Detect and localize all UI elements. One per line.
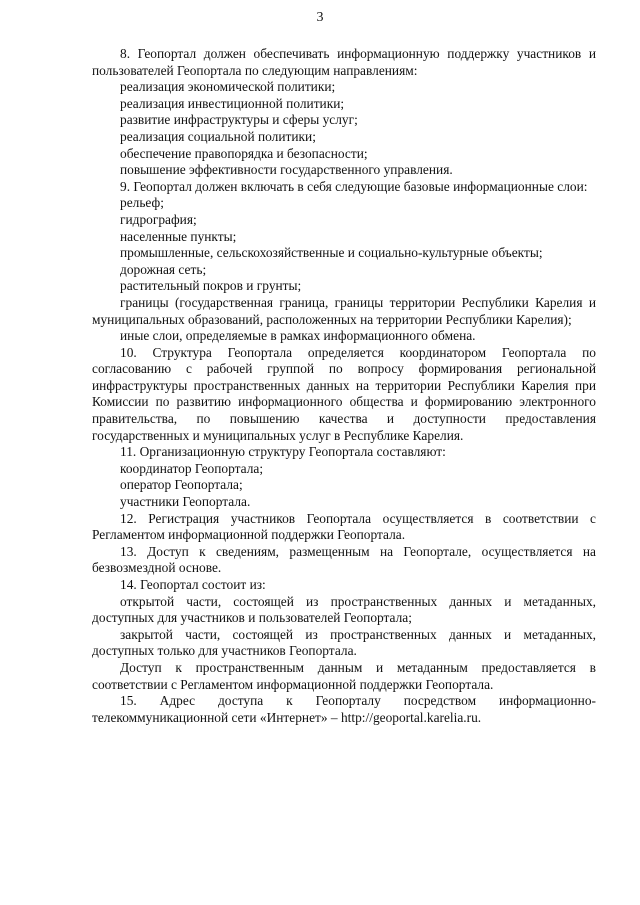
paragraph: 10. Структура Геопортала определяется координатором Геопортала по согласованию с рабочей группой по вопросу формирования региональной инфраструктуры пространственных данных на территории Республики Карелия при Комиссии по развитию информационного общества и формированию электронного правительства, по повышению качества и доступности предоставления государственных и муниципальных услуг в Республике Карелия.: [92, 344, 596, 443]
paragraph: Доступ к пространственным данным и метаданным предоставляется в соответствии с Регламентом информационной поддержки Геопортала.: [92, 659, 596, 692]
list-item: координатор Геопортала;: [120, 460, 264, 476]
list-item: населенные пункты;: [120, 228, 237, 244]
paragraph: открытой части, состоящей из пространственных данных и метаданных, доступных для участников и пользователей Геопортала;: [92, 593, 596, 626]
paragraph: 9. Геопортал должен включать в себя следующие базовые информационные слои:: [120, 178, 588, 194]
paragraph: границы (государственная граница, границы территории Республики Карелия и муниципальных образований, расположенных на территории Республики Карелия);: [92, 294, 596, 327]
list-item: участники Геопортала.: [120, 494, 251, 510]
list-item: реализация социальной политики;: [120, 128, 316, 144]
list-item: рельеф;: [120, 195, 164, 211]
list-item: реализация инвестиционной политики;: [120, 95, 345, 111]
list-item: дорожная сеть;: [120, 261, 207, 277]
list-item: развитие инфраструктуры и сферы услуг;: [120, 112, 358, 128]
paragraph: 12. Регистрация участников Геопортала осуществляется в соответствии с Регламентом информационной поддержки Геопортала.: [92, 510, 596, 543]
list-item: оператор Геопортала;: [120, 477, 243, 493]
list-item: иные слои, определяемые в рамках информационного обмена.: [120, 328, 476, 344]
page-number: 3: [316, 10, 324, 25]
list-item: растительный покров и грунты;: [120, 278, 302, 294]
list-item: промышленные, сельскохозяйственные и социально-культурные объекты;: [120, 245, 543, 261]
list-item: гидрография;: [120, 211, 197, 227]
paragraph: 13. Доступ к сведениям, размещенным на Геопортале, осуществляется на безвозмездной основе.: [92, 543, 596, 576]
paragraph: 15. Адрес доступа к Геопорталу посредством информационно-телекоммуникационной сети «Интернет» – http://geoportal.karelia.ru.: [92, 693, 596, 725]
list-item: обеспечение правопорядка и безопасности;: [120, 145, 368, 161]
list-item: повышение эффективности государственного управления.: [120, 162, 453, 178]
paragraph: 14. Геопортал состоит из:: [120, 577, 266, 592]
paragraph: 8. Геопортал должен обеспечивать информационную поддержку участников и пользователей Геопортала по следующим направлениям:: [92, 46, 596, 78]
paragraph: закрытой части, состоящей из пространственных данных и метаданных, доступных только для участников Геопортала.: [92, 626, 596, 659]
list-item: реализация экономической политики;: [120, 79, 336, 95]
document-body: [92, 46, 596, 726]
paragraph: 11. Организационную структуру Геопортала составляют:: [120, 444, 446, 460]
